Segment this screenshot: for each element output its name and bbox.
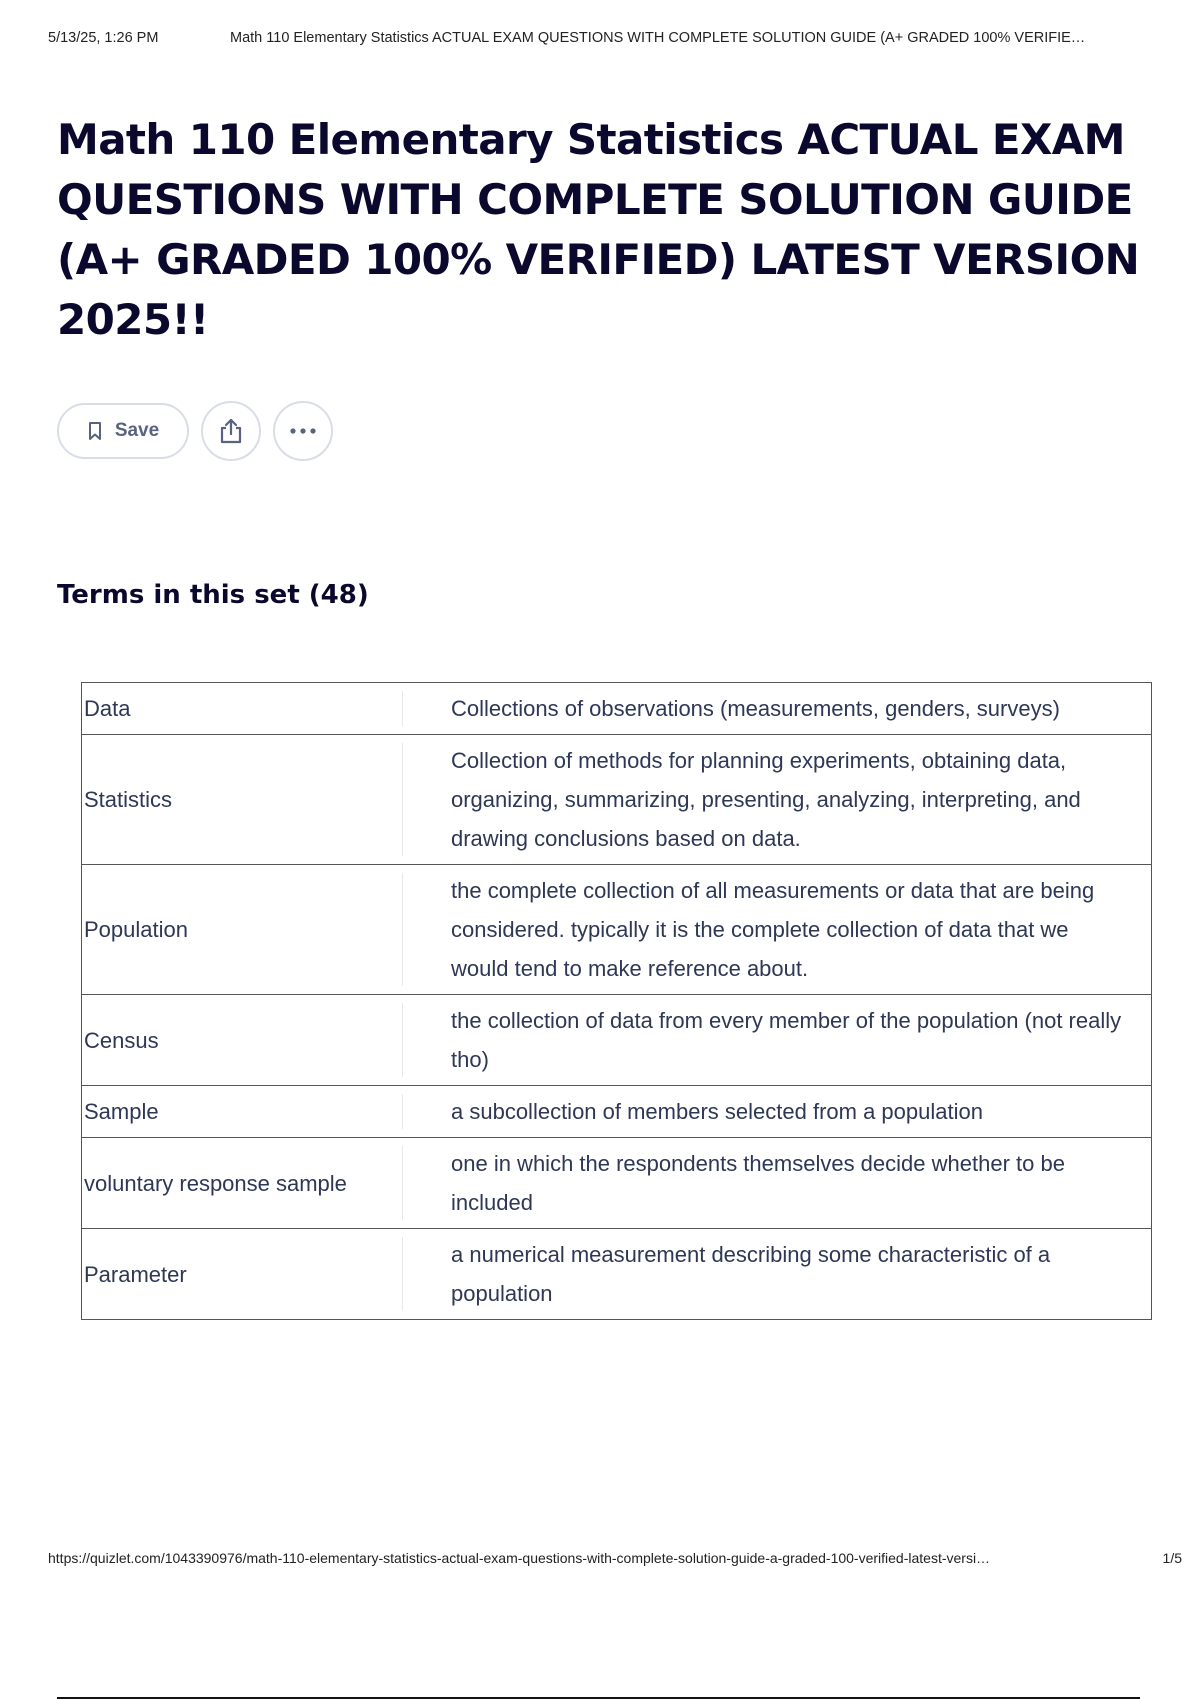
- more-options-button[interactable]: [273, 401, 333, 461]
- save-button[interactable]: [57, 403, 189, 459]
- terms-table: [81, 682, 1152, 1320]
- term-definition: a numerical measurement describing some characteristic of a population: [403, 1229, 1152, 1320]
- term-definition: Collection of methods for planning experiments, obtaining data, organizing, summarizing, presenting, analyzing, interpreting, and drawing conclusions based on data.: [403, 735, 1152, 865]
- terms-table-body: [82, 683, 1152, 1320]
- term-row: [82, 683, 1152, 735]
- divider: [57, 1697, 1140, 1699]
- term-row: [82, 735, 1152, 865]
- term-row: [82, 1229, 1152, 1320]
- page-number: 1/5: [1162, 1550, 1182, 1566]
- term-row: [82, 1086, 1152, 1138]
- print-url: https://quizlet.com/1043390976/math-110-elementary-statistics-actual-exam-questions-with-complete-solution-guide-a-graded-100-verified-latest-versi…: [48, 1550, 991, 1566]
- terms-heading: Terms in this set (48): [57, 580, 369, 610]
- term-word: Statistics: [82, 735, 404, 865]
- page-title: Math 110 Elementary Statistics ACTUAL EXAM QUESTIONS WITH COMPLETE SOLUTION GUIDE (A+ GRADED 100% VERIFIED) LATEST VERSION 2025!!: [57, 115, 1140, 344]
- term-definition: one in which the respondents themselves decide whether to be included: [403, 1138, 1152, 1229]
- set-actions: [57, 403, 333, 461]
- print-footer: [48, 1550, 1182, 1566]
- share-button[interactable]: [201, 401, 261, 461]
- term-row: [82, 995, 1152, 1086]
- term-definition: the collection of data from every member of the population (not really tho): [403, 995, 1152, 1086]
- term-row: [82, 1138, 1152, 1229]
- share-icon: [218, 417, 244, 445]
- print-doc-title: Math 110 Elementary Statistics ACTUAL EXAM QUESTIONS WITH COMPLETE SOLUTION GUIDE (A+ GRADED 100% VERIFIE…: [230, 30, 1086, 46]
- term-word: voluntary response sample: [82, 1138, 404, 1229]
- bookmark-icon: [87, 421, 103, 441]
- more-icon: [289, 427, 317, 435]
- print-datetime: 5/13/25, 1:26 PM: [48, 30, 159, 46]
- term-row: [82, 865, 1152, 995]
- term-word: Population: [82, 865, 404, 995]
- term-word: Parameter: [82, 1229, 404, 1320]
- term-definition: Collections of observations (measurements, genders, surveys): [403, 683, 1152, 735]
- term-definition: the complete collection of all measurements or data that are being considered. typically it is the complete collection of data that we would tend to make reference about.: [403, 865, 1152, 995]
- term-word: Census: [82, 995, 404, 1086]
- save-label: Save: [114, 420, 160, 441]
- term-word: Sample: [82, 1086, 404, 1138]
- term-definition: a subcollection of members selected from a population: [403, 1086, 1152, 1138]
- print-header: [48, 30, 1182, 46]
- term-word: Data: [82, 683, 404, 735]
